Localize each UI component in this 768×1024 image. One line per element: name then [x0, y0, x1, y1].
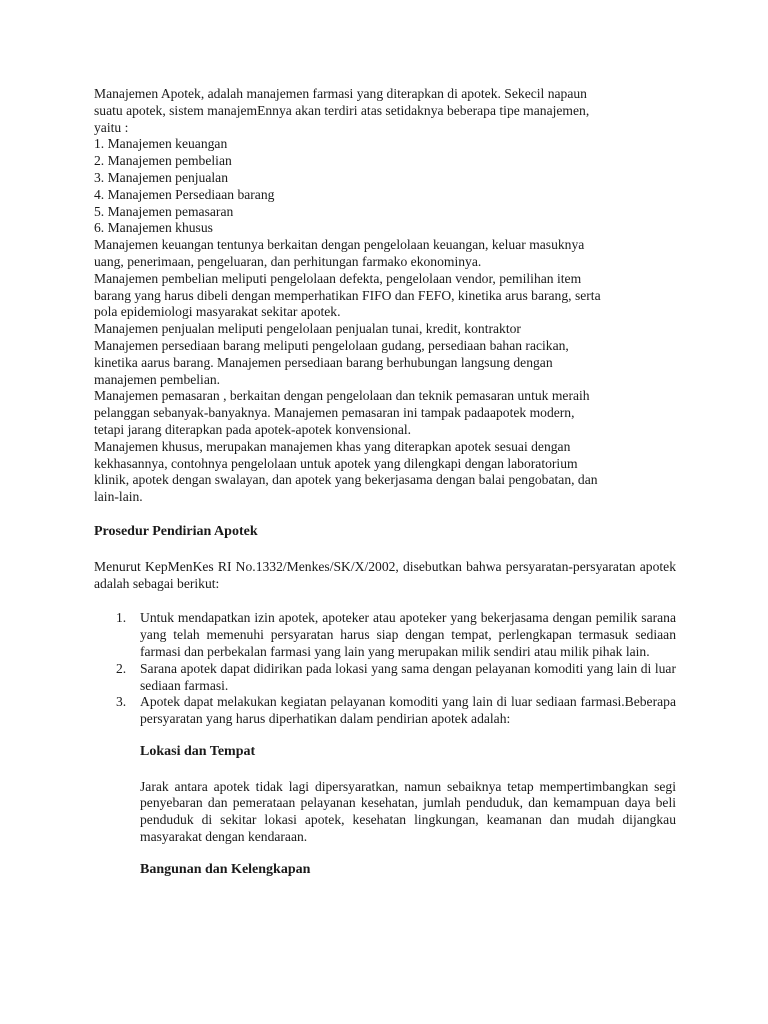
text-line: kekhasannya, contohnya pengelolaan untuk apotek yang dilengkapi dengan laboratorium — [94, 455, 578, 471]
intro-block — [94, 86, 676, 506]
requirement-text: Apotek dapat melakukan kegiatan pelayanan komoditi yang lain di luar sediaan farmasi.Beberapa persyaratan yang harus diperhatikan dalam pendirian apotek adalah: — [140, 694, 676, 727]
text-line: manajemen pembelian. — [94, 371, 221, 387]
text-line: pola epidemiologi masyarakat sekitar apotek. — [94, 304, 341, 320]
text-line: barang yang harus dibeli dengan memperhatikan FIFO dan FEFO, kinetika arus barang, serta — [94, 287, 601, 303]
requirement-number: 2. — [116, 660, 127, 676]
section-intro-paragraph: Menurut KepMenKes RI No.1332/Menkes/SK/X/2002, disebutkan bahwa persyaratan-persyaratan apotek adalah sebagai berikut: — [94, 558, 676, 591]
building-heading: Bangunan dan Kelengkapan — [140, 861, 311, 877]
text-line: suatu apotek, sistem manajemEnnya akan terdiri atas setidaknya beberapa tipe manajemen, — [94, 102, 590, 118]
text-line: yaitu : — [94, 119, 129, 135]
text-line: lain-lain. — [94, 489, 143, 505]
text-line: Manajemen khusus, merupakan manajemen khas yang diterapkan apotek sesuai dengan — [94, 438, 571, 454]
text-line: Manajemen penjualan meliputi pengelolaan penjualan tunai, kredit, kontraktor — [94, 321, 521, 337]
management-list-item: 3. Manajemen penjualan — [94, 169, 228, 185]
requirement-number: 3. — [116, 694, 127, 710]
document-page — [94, 86, 676, 897]
section-heading: Prosedur Pendirian Apotek — [94, 523, 258, 539]
text-line: Manajemen persediaan barang meliputi pengelolaan gudang, persediaan bahan racikan, — [94, 337, 569, 353]
text-line: klinik, apotek dengan swalayan, dan apotek yang bekerjasama dengan balai pengobatan, dan — [94, 472, 598, 488]
requirement-item — [94, 610, 676, 660]
location-heading: Lokasi dan Tempat — [140, 743, 256, 759]
requirement-text: Untuk mendapatkan izin apotek, apoteker atau apoteker yang bekerjasama dengan pemilik sarana yang telah memenuhi persyaratan harus siap dengan tempat, perlengkapan termasuk sediaan farmasi dan perbekalan farmasi yang lain yang merupakan milik sendiri atau milik pihak lain. — [140, 610, 676, 659]
management-list-item: 2. Manajemen pembelian — [94, 153, 232, 169]
requirement-item — [94, 661, 676, 695]
requirement-item — [94, 694, 676, 728]
management-list-item: 4. Manajemen Persediaan barang — [94, 186, 275, 202]
text-line: kinetika aarus barang. Manajemen persediaan barang berhubungan langsung dengan — [94, 354, 553, 370]
text-line: uang, penerimaan, pengeluaran, dan perhitungan farmako ekonominya. — [94, 253, 482, 269]
management-list-item: 1. Manajemen keuangan — [94, 136, 228, 152]
management-list-item: 6. Manajemen khusus — [94, 220, 213, 236]
text-line: Manajemen keuangan tentunya berkaitan dengan pengelolaan keuangan, keluar masuknya — [94, 237, 585, 253]
text-line: Manajemen pembelian meliputi pengelolaan defekta, pengelolaan vendor, pemilihan item — [94, 270, 582, 286]
location-paragraph: Jarak antara apotek tidak lagi dipersyaratkan, namun sebaiknya tetap mempertimbangkan segi penyebaran dan pemerataan pelayanan kesehatan, jumlah penduduk, dan kemampuan daya beli penduduk di sekitar lokasi apotek, kesehatan lingkungan, keamanan dan mudah dijangkau masyarakat dengan kendaraan. — [140, 778, 676, 845]
management-list-item: 5. Manajemen pemasaran — [94, 203, 234, 219]
requirement-number: 1. — [116, 610, 127, 626]
requirements-list — [94, 610, 676, 728]
text-line: pelanggan sebanyak-banyaknya. Manajemen pemasaran ini tampak padaapotek modern, — [94, 405, 575, 421]
text-line: Manajemen pemasaran , berkaitan dengan pengelolaan dan teknik pemasaran untuk meraih — [94, 388, 590, 404]
text-line: Manajemen Apotek, adalah manajemen farmasi yang diterapkan di apotek. Sekecil napaun — [94, 86, 587, 101]
requirement-text: Sarana apotek dapat didirikan pada lokasi yang sama dengan pelayanan komoditi yang lain di luar sediaan farmasi. — [140, 660, 676, 693]
text-line: tetapi jarang diterapkan pada apotek-apotek konvensional. — [94, 421, 412, 437]
